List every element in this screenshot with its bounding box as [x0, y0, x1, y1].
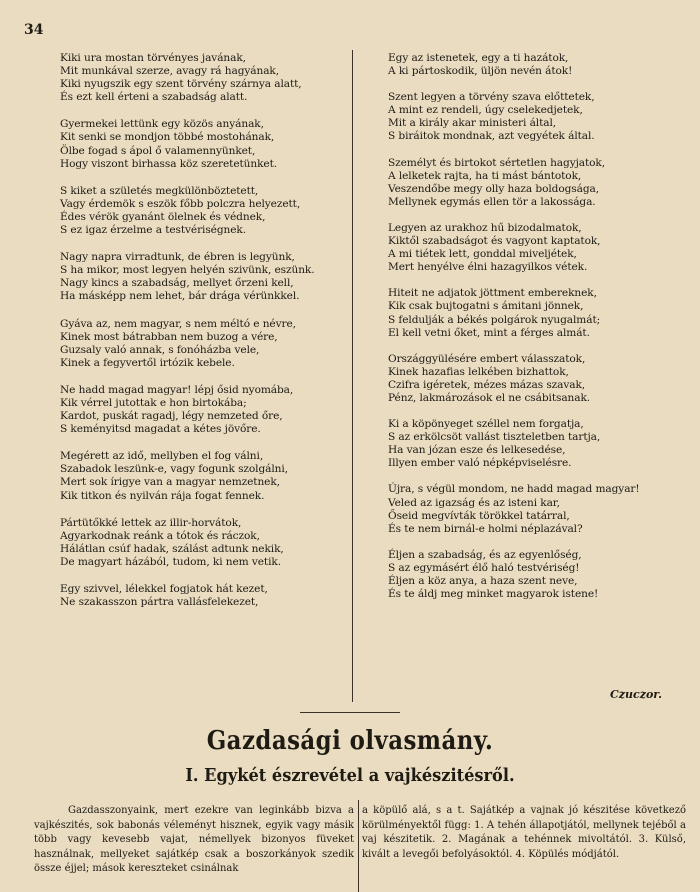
- poem-line: Nagy napra virradtunk, de ébren is legyünk,: [60, 251, 295, 264]
- poem-line: S ha mikor, most legyen helyén szivünk, eszünk.: [60, 264, 315, 277]
- poem-line: Ölbe fogad s ápol ő valamennyünket,: [60, 144, 256, 157]
- poem-line: Mit a király akar ministeri által,: [388, 117, 557, 130]
- poem-signature: Czuczor.: [610, 688, 662, 701]
- poem-line: Ha másképp nem lehet, bár drága vérünkkel.: [60, 290, 300, 303]
- poem-line: És te áldj meg minket magyarok istene!: [388, 588, 599, 601]
- poem-line: Czifra igéretek, mézes mázas szavak,: [388, 378, 586, 391]
- poem-stanza: [60, 185, 345, 237]
- poem-line: S kiket a születés megkülönböztetett,: [60, 184, 259, 197]
- poem-line: Kit senki se mondjon többé mostohának,: [60, 131, 275, 144]
- poem-line: El kell vetni őket, mint a férges almát.: [388, 326, 590, 339]
- poem-left-column: [60, 52, 345, 623]
- poem-line: Egy az istenetek, egy a ti hazátok,: [388, 52, 569, 64]
- poem-stanza: [60, 517, 345, 569]
- poem-line: S biráitok mondnak, azt vegyétek által.: [388, 130, 595, 143]
- poem-line: Hiteit ne adjatok jöttment embereknek,: [388, 287, 597, 300]
- poem-line: Gyáva az, nem magyar, s nem méltó e névre,: [60, 317, 296, 330]
- poem-line: Mert henyélve élni hazagyilkos vétek.: [388, 261, 588, 274]
- poem-line: S az erkölcsöt vallást tiszteletben tartja,: [388, 431, 601, 444]
- poem-line: Agyarkodnak reánk a tótok és ráczok,: [60, 529, 260, 542]
- poem-line: Hálátlan csúf hadak, szálást adtunk nekik,: [60, 542, 284, 555]
- poem-stanza: [388, 157, 688, 209]
- poem-line: S az egymásért élő haló testvériség!: [388, 561, 580, 574]
- poem-line: Országgyülésére embert válasszatok,: [388, 352, 586, 365]
- poem-line: És ezt kell érteni a szabadság alatt.: [60, 91, 248, 104]
- poem-line: Kik titkon és nyilván rája fogat fennek.: [60, 489, 265, 502]
- poem-line: De magyart házából, tudom, ki nem vetik.: [60, 555, 281, 568]
- poem-line: Kardot, puskát ragadj, légy nemzeted őre,: [60, 410, 283, 423]
- poem-line: S ez igaz érzelme a testvériségnek.: [60, 224, 247, 237]
- poem-line: Legyen az urakhoz hű bizodalmatok,: [388, 221, 582, 234]
- poem-line: Éljen a szabadság, és az egyenlőség,: [388, 548, 582, 561]
- poem-line: Szent legyen a törvény szava előttetek,: [388, 91, 595, 104]
- poem-line: A mint ez rendeli, úgy cselekedjetek,: [388, 104, 583, 117]
- poem-line: Illyen ember való népképviselésre.: [388, 457, 572, 470]
- poem-line: Kiki ura mostan törvényes javának,: [60, 52, 246, 64]
- poem-line: Éljen a köz anya, a haza szent neve,: [388, 575, 578, 587]
- poem-line: Ne hadd magad magyar! lépj ősid nyomába,: [60, 383, 294, 396]
- poem-stanza: [388, 222, 688, 274]
- poem-line: Egy szivvel, lélekkel fogjatok hát kezet,: [60, 583, 268, 595]
- poem-line: Veled az igazság és az isteni kar,: [388, 496, 560, 509]
- poem-line: Ki a köpönyeget széllel nem forgatja,: [388, 418, 584, 431]
- poem-stanza: [388, 483, 688, 535]
- poem-line: Pártütőkké lettek az illir-horvátok,: [60, 516, 242, 529]
- article-text-left: Gazdasszonyaink, mert ezekre van leginkább bizva a vajkészités, sok babonás véleményt hisznek, egyik vagy másik több vagy kevesebb vajat, némellyek bizonyos füveket használnak, mellyeket sajátkép csak a boszorkányok szedik össze éjjel; mások kereszteket csinálnak: [34, 805, 354, 874]
- poem-stanza: [60, 251, 345, 303]
- poem-line: És te nem birnál-e holmi néplazával?: [388, 522, 583, 535]
- column-divider: [352, 50, 353, 702]
- section-title: Gazdasági olvasmány.: [206, 726, 494, 756]
- poem-line: Ha van józan esze és lelkesedése,: [388, 444, 566, 457]
- poem-line: Mellynek egymás ellen tör a lakossága.: [388, 195, 596, 208]
- poem-line: Újra, s végül mondom, ne hadd magad magyar!: [388, 483, 640, 496]
- section-rule: [300, 712, 400, 713]
- poem-stanza: [60, 384, 345, 436]
- poem-line: Kinek a fegyvertől irtózik kebele.: [60, 356, 235, 369]
- poem-line: S feldulják a békés polgárok nyugalmát;: [388, 313, 601, 326]
- poem-stanza: [388, 52, 688, 78]
- poem-line: A lelketek rajta, ha ti mást bántotok,: [388, 169, 582, 182]
- poem-line: Személyt és birtokot sértetlen hagyjatok,: [388, 156, 606, 169]
- page-number: 34: [24, 22, 44, 38]
- poem-line: Kiktől szabadságot és vagyont kaptatok,: [388, 235, 601, 248]
- poem-line: Őseid megvívták törökkel tatárral,: [388, 509, 570, 522]
- poem-line: Veszendőbe megy olly haza boldogsága,: [388, 182, 599, 195]
- section-subtitle: I. Egykét észrevétel a vajkészitésről.: [185, 765, 515, 786]
- poem-line: Megérett az idő, mellyben el fog válni,: [60, 450, 264, 463]
- poem-line: Pénz, lakmározások el ne csábitsanak.: [388, 391, 591, 404]
- poem-line: Vagy érdemök s eszök főbb polczra helyezett,: [60, 197, 301, 210]
- poem-line: Édes vérök gyanánt ölelnek és védnek,: [60, 210, 266, 223]
- poem-stanza: [388, 418, 688, 470]
- poem-line: Kinek hazafias lelkében bizhattok,: [388, 365, 569, 378]
- poem-line: Kik csak bujtogatni s ámitani jönnek,: [388, 300, 584, 313]
- poem-stanza: [388, 91, 688, 143]
- poem-line: Gyermekei lettünk egy közös anyának,: [60, 118, 264, 131]
- poem-line: Ne szakasszon pártra vallásfelekezet,: [60, 596, 259, 609]
- poem-line: Kik vérrel jutottak e hon birtokába;: [60, 396, 247, 409]
- article-text-right: a köpülő alá, s a t. Sajátkép a vajnak jó készitése következő körülményektől függ: 1. A tehén állapotjától, mellynek tejéből a vaj készitetik. 2. Magának a tehénnek mivoltától. 3. Külső, kivált a levegői befolyásoktól. 4. Köpülés módjától.: [362, 805, 686, 860]
- poem-right-column: [388, 52, 688, 614]
- poem-line: Mit munkával szerze, avagy rá hagyának,: [60, 65, 280, 78]
- poem-line: S keményitsd magadat a kétes jövőre.: [60, 423, 261, 436]
- poem-line: Szabadok leszünk-e, vagy fogunk szolgálni,: [60, 463, 288, 476]
- poem-stanza: [388, 549, 688, 601]
- poem-line: A mi tiétek lett, gonddal miveljétek,: [388, 248, 577, 261]
- poem-line: Guzsaly való annak, s fonóházba vele,: [60, 343, 260, 356]
- article-column-divider: [358, 800, 359, 892]
- poem-stanza: [60, 583, 345, 609]
- poem-line: Kinek most bátrabban nem buzog a vére,: [60, 330, 278, 343]
- poem-line: Kiki nyugszik egy szent törvény szárnya alatt,: [60, 78, 302, 91]
- poem-stanza: [60, 52, 345, 104]
- poem-stanza: [60, 450, 345, 502]
- poem-line: Hogy viszont birhassa köz szeretetünket.: [60, 157, 278, 170]
- poem-stanza: [60, 118, 345, 170]
- poem-line: Mert sok írigye van a magyar nemzetnek,: [60, 476, 280, 489]
- poem-line: A ki pártoskodik, üljön nevén átok!: [388, 65, 573, 78]
- poem-stanza: [60, 318, 345, 370]
- poem-stanza: [388, 287, 688, 339]
- poem-line: Nagy kincs a szabadság, mellyet őrzeni kell,: [60, 277, 294, 290]
- poem-stanza: [388, 353, 688, 405]
